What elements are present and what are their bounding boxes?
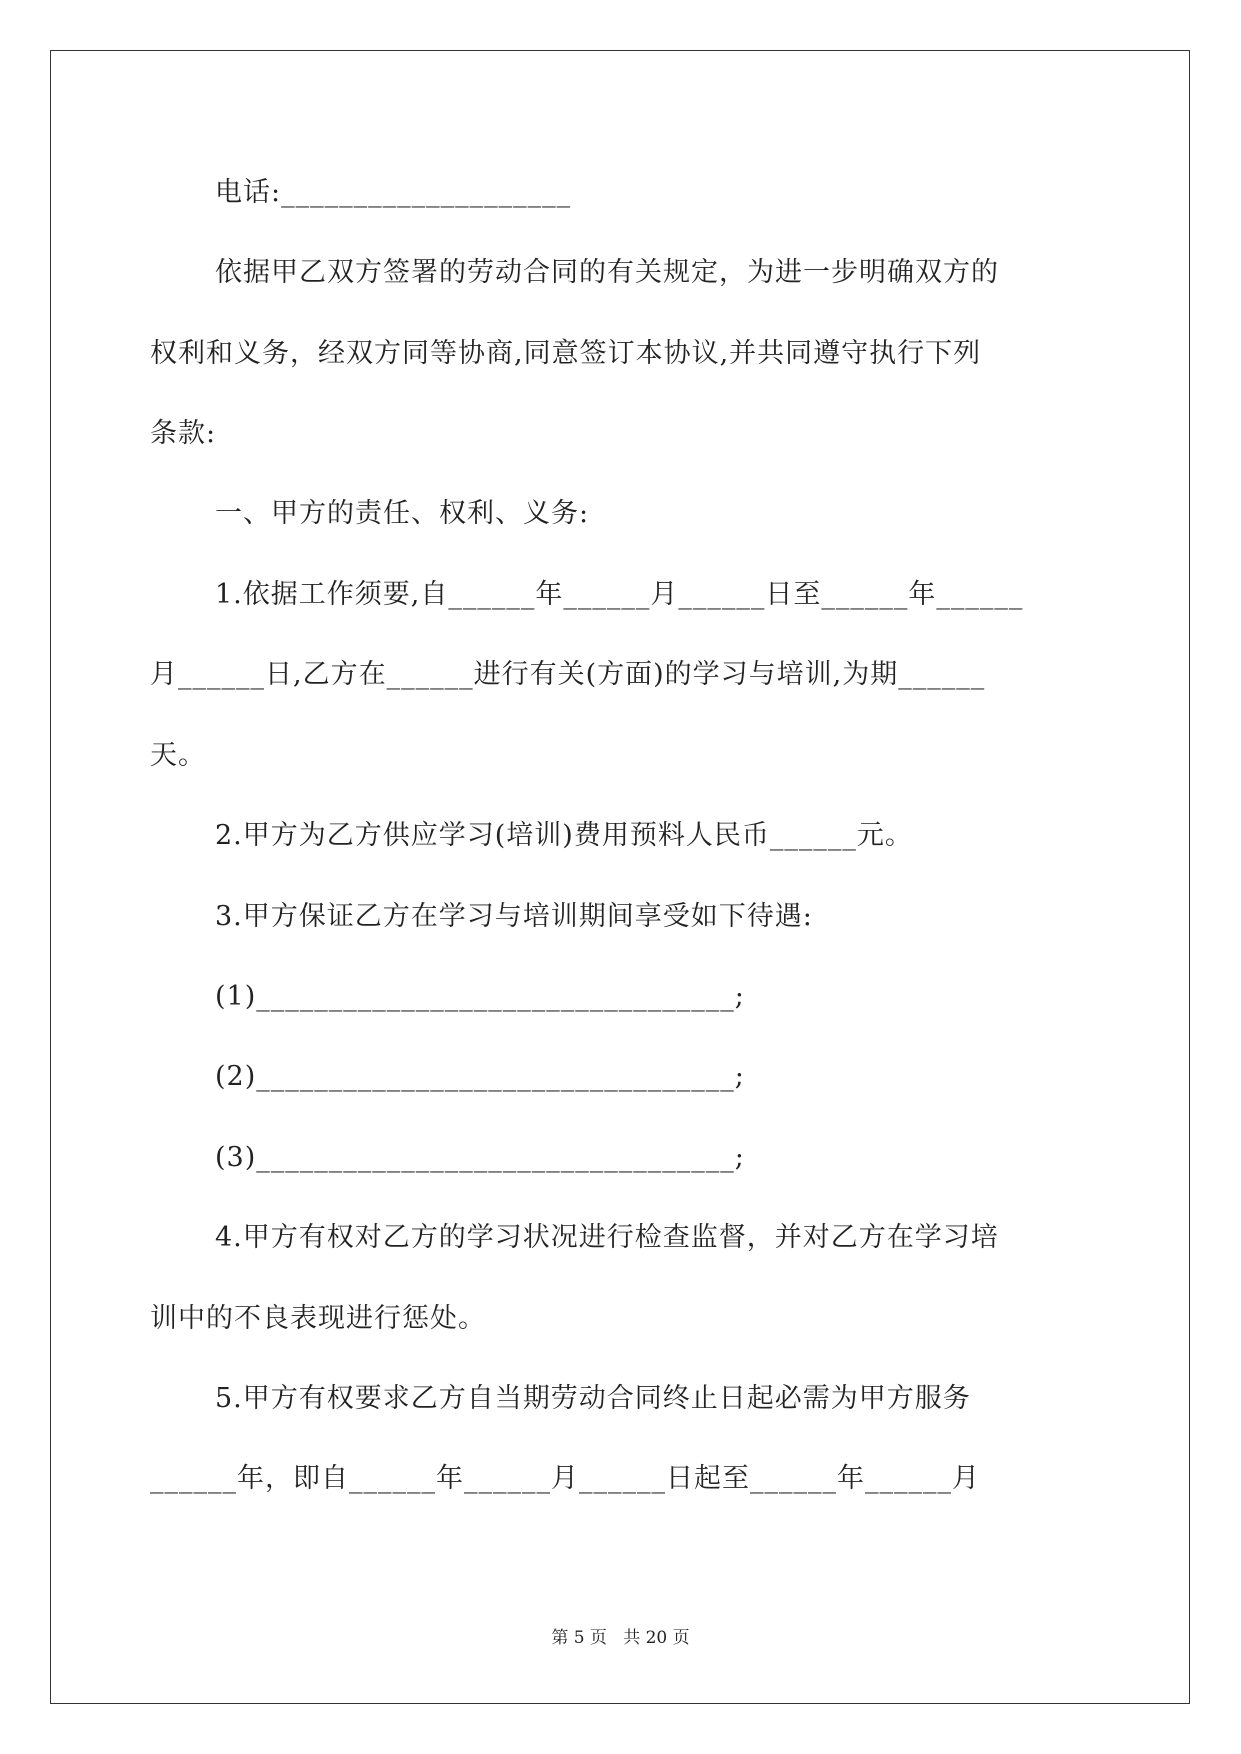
paragraph-intro-line-1: 依据甲乙双方签署的劳动合同的有关规定，为进一步明确双方的 — [215, 257, 999, 288]
clause-4-line-2: 训中的不良表现进行惩处。 — [150, 1303, 486, 1334]
clause-3: 3.甲方保证乙方在学习与培训期间享受如下待遇: — [215, 901, 813, 932]
clause-2: 2.甲方为乙方供应学习(培训)费用预料人民币______元。 — [215, 820, 913, 851]
page-number: 第 5 页 — [551, 1628, 607, 1648]
clause-3-item-3: (3)_________________________________; — [215, 1142, 745, 1173]
page-border — [50, 50, 1190, 1704]
clause-3-item-1: (1)_________________________________; — [215, 981, 745, 1012]
clause-5-line-1: 5.甲方有权要求乙方自当期劳动合同终止日起必需为甲方服务 — [215, 1383, 971, 1414]
page-footer — [0, 1626, 1241, 1650]
clause-3-item-2: (2)_________________________________; — [215, 1061, 745, 1092]
paragraph-intro-line-2: 权利和义务，经双方同等协商,同意签订本协议,并共同遵守执行下列 — [150, 338, 982, 369]
clause-4-line-1: 4.甲方有权对乙方的学习状况进行检查监督，并对乙方在学习培 — [215, 1222, 999, 1253]
page-total: 共 20 页 — [623, 1628, 690, 1648]
section-heading: 一、甲方的责任、权利、义务: — [215, 498, 590, 529]
phone-line: 电话:____________________ — [215, 177, 572, 208]
clause-5-line-2: ______年，即自______年______月______日起至______年______月 — [150, 1463, 980, 1494]
clause-1-line-2: 月______日,乙方在______进行有关(方面)的学习与培训,为期______ — [150, 659, 986, 690]
clause-1-line-3: 天。 — [150, 740, 206, 771]
clause-1-line-1: 1.依据工作须要,自______年______月______日至______年______ — [215, 579, 1024, 610]
paragraph-intro-line-3: 条款: — [150, 418, 217, 449]
